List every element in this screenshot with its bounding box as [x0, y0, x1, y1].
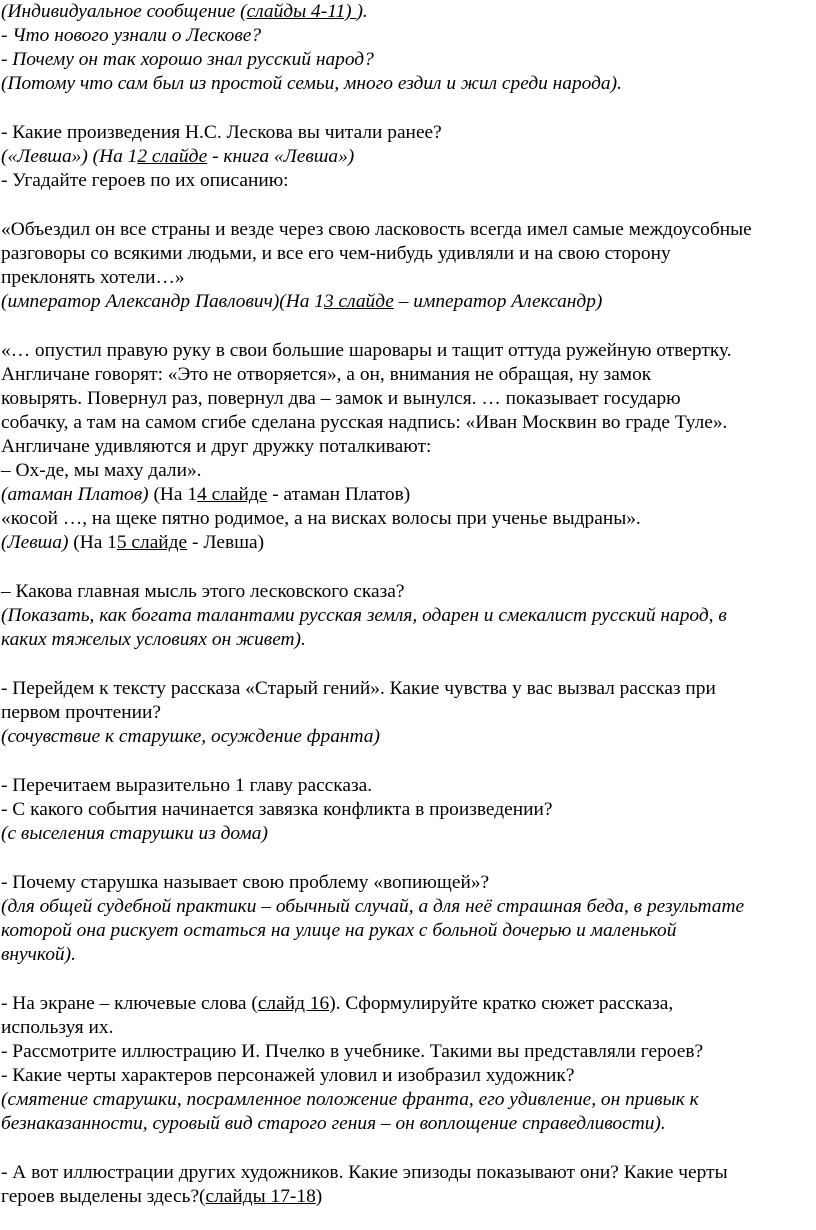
answer-line: (Потому что сам был из простой семьи, много ездил и жил среди народа).: [1, 73, 622, 94]
question-line: - Что нового узнали о Лескове?: [1, 25, 262, 46]
quote-line: ковырять. Повернул раз, повернул два – замок и вынулся. … показывает государю: [1, 388, 681, 409]
question-line: - Перейдем к тексту рассказа «Старый гений». Какие чувства у вас вызвал рассказ при: [1, 678, 716, 699]
answer-line: (с выселения старушки из дома): [1, 823, 268, 844]
answer-line: (император Александр Павлович)(На 13 слайде – император Александр): [1, 291, 603, 312]
question-line: - Угадайте героев по их описанию:: [1, 170, 289, 191]
answer-line: каких тяжелых условиях он живет).: [1, 629, 306, 650]
question-line: - Перечитаем выразительно 1 главу рассказа.: [1, 775, 373, 796]
question-line: – Какова главная мысль этого лесковского сказа?: [1, 581, 405, 602]
answer-line: (атаман Платов) (На 14 слайде - атаман Платов): [1, 484, 411, 505]
answer-line: («Левша») (На 12 слайде - книга «Левша»): [1, 146, 355, 167]
question-line: - Какие произведения Н.С. Лескова вы читали ранее?: [1, 122, 442, 143]
question-line: - Рассмотрите иллюстрацию И. Пчелко в учебнике. Такими вы представляли героев?: [1, 1041, 704, 1062]
quote-line: Англичане говорят: «Это не отворяется», а он, внимания не обращая, ну замок: [1, 364, 652, 385]
slides-link[interactable]: слайды 4-11): [246, 1, 357, 22]
quote-line: «Объездил он все страны и везде через свою ласковость всегда имел самые междоусобные: [1, 219, 752, 240]
question-line: используя их.: [1, 1017, 114, 1038]
answer-line: которой она рискует остаться на улице на руках с больной дочерью и маленькой: [1, 920, 677, 941]
question-line: - Какие черты характеров персонажей уловил и изобразил художник?: [1, 1065, 575, 1086]
question-line: - Почему он так хорошо знал русский народ?: [1, 49, 374, 70]
answer-line: (смятение старушки, посрамленное положение франта, его удивление, он привык к: [1, 1089, 699, 1110]
slides-link[interactable]: слайды 17-18: [205, 1186, 316, 1207]
question-line: - На экране – ключевые слова (слайд 16). Сформулируйте кратко сюжет рассказа,: [1, 993, 674, 1014]
answer-line: (Показать, как богата талантами русская земля, одарен и смекалист русский народ, в: [1, 605, 727, 626]
quote-line: «косой …, на щеке пятно родимое, а на висках волосы при ученье выдраны».: [1, 508, 641, 529]
question-line: - А вот иллюстрации других художников. Какие эпизоды показывают они? Какие черты: [1, 1162, 728, 1183]
quote-line: «… опустил правую руку в свои большие шаровары и тащит оттуда ружейную отвертку.: [1, 340, 732, 361]
answer-line: (сочувствие к старушке, осуждение франта): [1, 726, 380, 747]
slide-link[interactable]: слайд 16: [257, 993, 330, 1014]
slide-link[interactable]: 3 слайде: [323, 291, 394, 312]
quote-line: собачку, а там на самом сгибе сделана русская надпись: «Иван Москвин во граде Туле».: [1, 412, 728, 433]
question-line: героев выделены здесь?(слайды 17-18): [1, 1186, 323, 1207]
quote-line: – Ох-де, мы маху дали».: [1, 460, 202, 481]
quote-line: разговоры со всякими людьми, и все его чем-нибудь удивляли и на свою сторону: [1, 243, 671, 264]
quote-line: преклонять хотели…»: [1, 267, 185, 288]
answer-line: внучкой).: [1, 944, 76, 965]
slide-link[interactable]: 5 слайде: [116, 532, 188, 553]
answer-line: (Левша) (На 15 слайде - Левша): [1, 532, 265, 553]
answer-line: безнаказанности, суровый вид старого гения – он воплощение справедливости).: [1, 1113, 666, 1134]
question-line: - Почему старушка называет свою проблему «вопиющей»?: [1, 872, 490, 893]
question-line: первом прочтении?: [1, 702, 161, 723]
answer-line: (для общей судебной практики – обычный случай, а для неё страшная беда, в результате: [1, 896, 745, 917]
question-line: - С какого события начинается завязка конфликта в произведении?: [1, 799, 553, 820]
quote-line: Англичане удивляются и друг дружку поталкивают:: [1, 436, 432, 457]
slide-link[interactable]: 4 слайде: [197, 484, 268, 505]
slide-link[interactable]: 2 слайде: [137, 146, 208, 167]
line-individual-message: (Индивидуальное сообщение (слайды 4-11) ).: [1, 1, 368, 22]
